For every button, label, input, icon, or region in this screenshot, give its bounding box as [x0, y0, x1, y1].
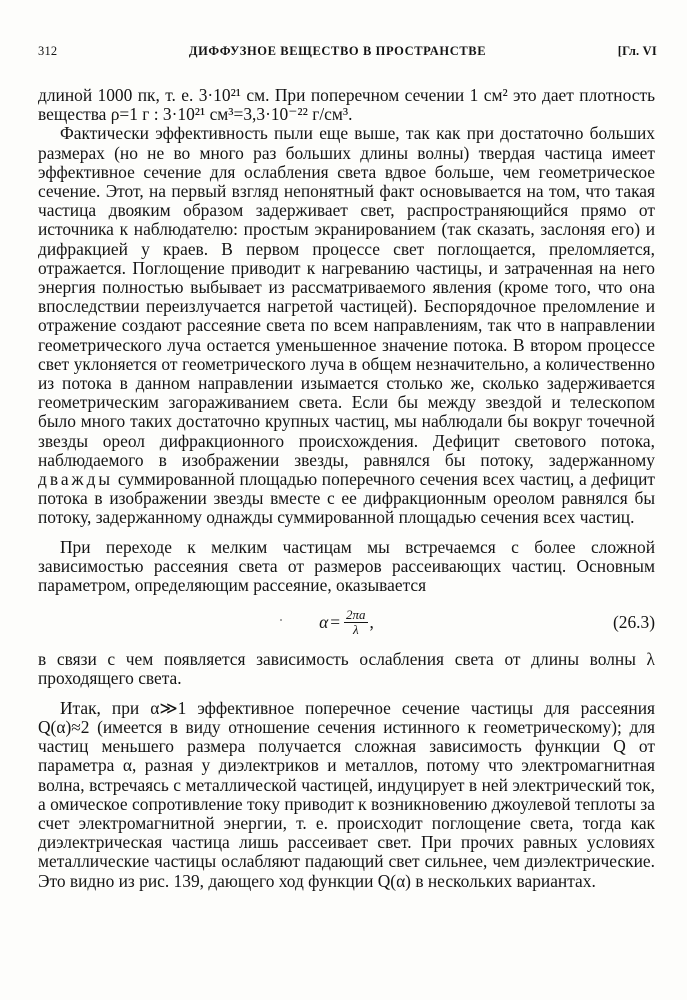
formula-fraction	[344, 608, 368, 637]
equation-26-3	[38, 598, 655, 646]
paragraph-wavelength: в связи с чем появляется зависимость ослабления света от длины волны λ проходящего света.	[38, 649, 655, 689]
page-body	[38, 86, 655, 891]
running-title: ДИФФУЗНОЕ ВЕЩЕСТВО В ПРОСТРАНСТВЕ	[188, 44, 487, 58]
paragraph-continued: длиной 1000 пк, т. е. 3·10²¹ см. При поперечном сечении 1 см² это дает плотность вещества ρ=1 г : 3·10²¹ см³=3,3·10⁻²² г/см³.	[38, 85, 655, 125]
paragraph-metals-dielectrics: Итак, при α≫1 эффективное поперечное сечение частицы для рассеяния Q(α)≈2 (имеется в виду отношение сечения истинного к геометрическому); для частиц меньшего размера получается сложная зависимость функции Q от параметра α, разная у диэлектриков и металлов, потому что электромагнитная волна, встречаясь с металлической частицей, индуцирует в ней электрический ток, а омическое сопротивление току приводит к возникновению джоулевой теплоты за счет электромагнитной энергии, т. е. происходит поглощение света, тогда как диэлектрическая частица лишь рассеивает свет. При прочих равных условиях металлические частицы ослабляют падающий свет сильнее, чем диэлектрические. Это видно из рис. 139, дающего ход функции Q(α) в нескольких вариантах.	[38, 697, 655, 891]
paragraph-text-a: Фактически эффективность пыли еще выше, так как при достаточно больших размерах (но не во много раз больших длины волны) твердая частица имеет эффективное сечение для ослабления света вдвое больше, чем геометрическое сечение. Этот, на первый взгляд непонятный факт основывается на том, что такая частица двояким образом задерживает свет, распространяющийся прямо от источника к наблюдателю: простым экранированием (так сказать, заслоняя его) и дифракцией у краев. В первом процессе свет поглощается, преломляется, отражается. Поглощение приводит к нагреванию частицы, и затраченная на него энергия полностью выбывает из рассматриваемого явления (кроме того, что она впоследствии переизлучается нагретой частицей). Беспорядочное преломление и отражение создают рассеяние света по всем направлениям, так что в направлении геометрического луча остается уменьшенное значение потока. В втором процессе свет уклоняется от геометрического луча в общем незначительно, а количественно из потока в данном направлении изымается столько же, сколько задерживается геометрическим загораживанием света. Если бы между звездой и телескопом было много таких достаточно крупных частиц, мы наблюдали бы вокруг точечной звезды ореол дифракционного происхождения. Дефицит светового потока, наблюдаемого в изображении звезды, равнялся бы потоку, задержанному	[38, 123, 655, 470]
chapter-label: [Гл. VI	[617, 44, 657, 58]
print-speck	[280, 619, 282, 621]
formula	[319, 608, 374, 637]
running-header	[38, 44, 657, 59]
emphasis-twice: дважды	[38, 469, 114, 490]
formula-comma: ,	[369, 611, 374, 632]
equation-number: (26.3)	[612, 612, 655, 633]
paragraph-small-particles: При переходе к мелким частицам мы встречаемся с более сложной зависимостью рассеяния света от размеров рассеивающих частиц. Основным параметром, определяющим рассеяние, оказывается	[38, 536, 655, 596]
paragraph-dust-efficiency	[38, 124, 655, 527]
formula-denominator: λ	[352, 621, 359, 637]
formula-lhs: α	[319, 611, 329, 632]
formula-numerator: 2πa	[346, 606, 366, 622]
page-number: 312	[38, 44, 58, 58]
paragraph-text-b: суммированной площадью поперечного сечения всех частиц, а дефицит потока в изображении звезды вместе с ее дифракционным ореолом равнялся бы потоку, задержанному однажды суммированной площадью сечения всех частиц.	[38, 469, 655, 528]
formula-equals: =	[330, 611, 341, 632]
